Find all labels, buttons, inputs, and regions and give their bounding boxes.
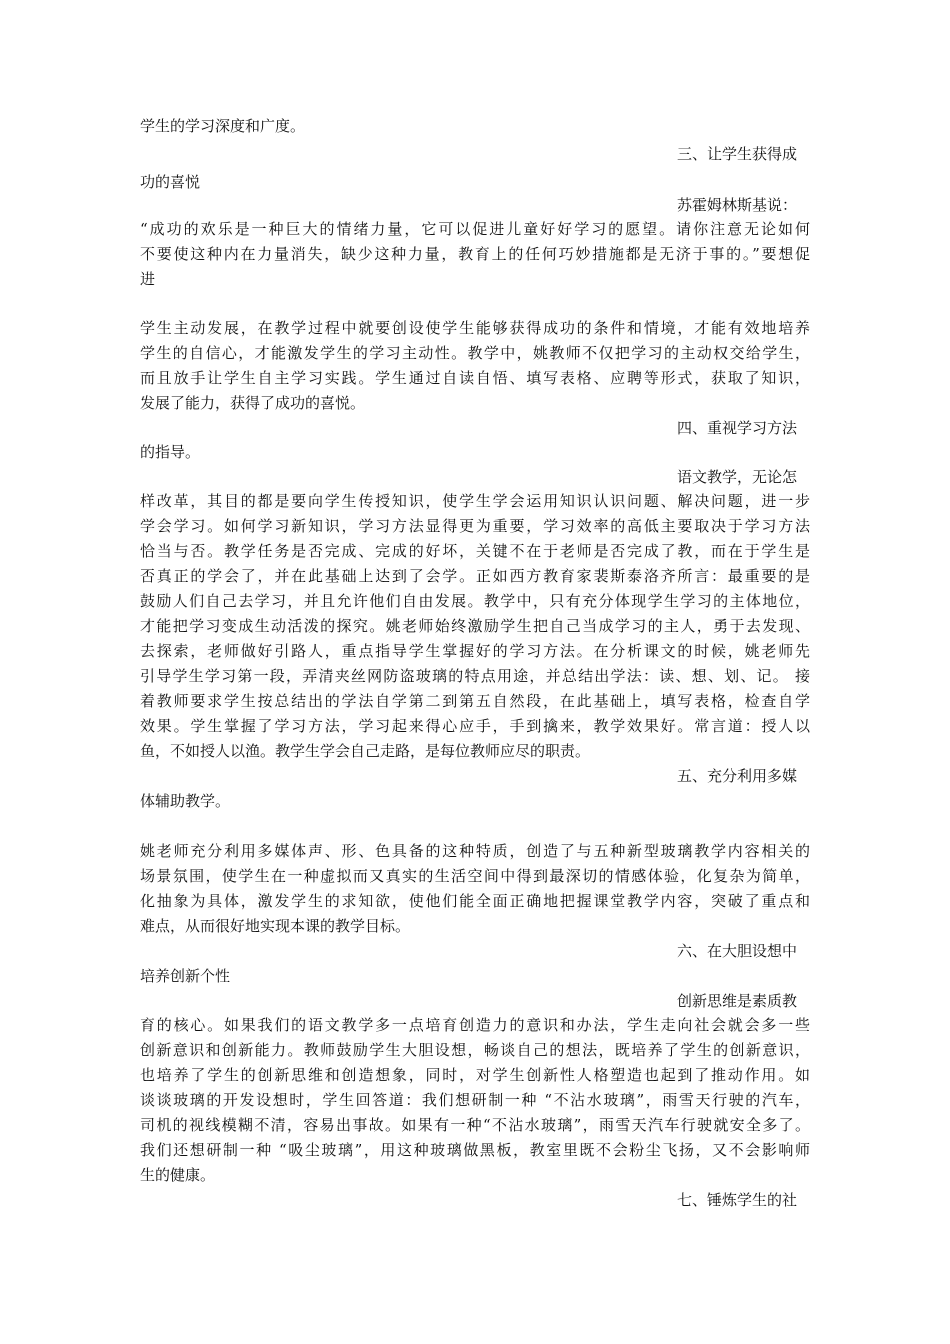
text-line: 才能把学习变成生动活泼的探究。姚老师始终激励学生把自己当成学习的主人，勇于去发现、: [140, 617, 810, 635]
text-line: 样改革，其目的都是要向学生传授知识，使学生学会运用知识认识问题、解决问题，进一步: [140, 492, 810, 510]
section-heading-5: 五、充分利用多媒: [677, 767, 798, 785]
text-line: 学生的学习深度和广度。: [140, 117, 306, 135]
text-line: 而且放手让学生自主学习实践。学生通过自读自悟、填写表格、应聘等形式，获取了知识，: [140, 369, 810, 387]
text-line: 效果。学生掌握了学习方法，学习起来得心应手，手到擒来，教学效果好。常言道：授人以: [140, 717, 810, 735]
text-line: 学会学习。如何学习新知识，学习方法显得更为重要，学习效率的高低主要取决于学习方法: [140, 517, 810, 535]
text-line: 创新意识和创新能力。教师鼓励学生大胆设想，畅谈自己的想法，既培养了学生的创新意识，: [140, 1041, 810, 1059]
text-line: 引导学生学习第一段，弄清夹丝网防盗玻璃的特点用途，并总结出学法：读、想、划、记。 接: [140, 667, 810, 685]
text-line: 语文教学，无论怎: [677, 468, 798, 486]
text-line: 场景氛围，使学生在一种虚拟而又真实的生活空间中得到最深切的情感体验，化复杂为简单，: [140, 867, 810, 885]
text-line: 否真正的学会了，并在此基础上达到了会学。正如西方教育家裴斯泰洛齐所言：最重要的是: [140, 567, 810, 585]
text-line: 我们还想研制一种 “吸尘玻璃”，用这种玻璃做黑板，教室里既不会粉尘飞扬，又不会影响师: [140, 1141, 810, 1159]
section-heading-3-cont: 功的喜悦: [140, 173, 201, 191]
text-line: “成功的欢乐是一种巨大的情绪力量，它可以促进儿童好好学习的愿望。请你注意无论如何: [140, 220, 810, 238]
text-line: 难点，从而很好地实现本课的教学目标。: [140, 917, 411, 935]
section-heading-7: 七、锤炼学生的社: [677, 1191, 798, 1209]
text-line: 苏霍姆林斯基说：: [677, 196, 798, 214]
section-heading-5-cont: 体辅助教学。: [140, 792, 231, 810]
text-line: 学生主动发展，在教学过程中就要创设使学生能够获得成功的条件和情境，才能有效地培养: [140, 319, 810, 337]
section-heading-3: 三、让学生获得成: [677, 145, 798, 163]
text-line: 学生的自信心，才能激发学生的学习主动性。教学中，姚教师不仅把学习的主动权交给学生，: [140, 344, 810, 362]
text-line: 谈谈玻璃的开发设想时，学生回答道：我们想研制一种 “不沾水玻璃”，雨雪天行驶的汽车，: [140, 1091, 810, 1109]
section-heading-4: 四、重视学习方法: [677, 419, 798, 437]
text-line: 也培养了学生的创新思维和创造想象，同时，对学生创新性人格塑造也起到了推动作用。如: [140, 1066, 810, 1084]
text-line: 司机的视线模糊不清，容易出事故。如果有一种“不沾水玻璃”，雨雪天汽车行驶就安全多了。: [140, 1116, 810, 1134]
text-line: 鼓励人们自己去学习，并且允许他们自由发展。教学中，只有充分体现学生学习的主体地位，: [140, 592, 810, 610]
text-line: 去探索，老师做好引路人，重点指导学生掌握好的学习方法。在分析课文的时候，姚老师先: [140, 642, 810, 660]
text-line: 创新思维是素质教: [677, 992, 798, 1010]
text-line: 恰当与否。教学任务是否完成、完成的好坏，关键不在于老师是否完成了教，而在于学生是: [140, 542, 810, 560]
section-heading-6-cont: 培养创新个性: [140, 967, 231, 985]
text-line: 育的核心。如果我们的语文教学多一点培育创造力的意识和办法，学生走向社会就会多一些: [140, 1016, 810, 1034]
section-heading-6: 六、在大胆设想中: [677, 942, 798, 960]
text-line: 鱼，不如授人以渔。教学生学会自己走路，是每位教师应尽的职责。: [140, 742, 591, 760]
text-line: 生的健康。: [140, 1166, 216, 1184]
text-line: 姚老师充分利用多媒体声、形、色具备的这种特质，创造了与五种新型玻璃教学内容相关的: [140, 842, 810, 860]
text-line: 化抽象为具体，激发学生的求知欲，使他们能全面正确地把握课堂教学内容，突破了重点和: [140, 892, 810, 910]
text-line: 着教师要求学生按总结出的学法自学第二到第五自然段，在此基础上，填写表格，检查自学: [140, 692, 810, 710]
text-line: 发展了能力，获得了成功的喜悦。: [140, 394, 366, 412]
text-line: 不要使这种内在力量消失，缺少这种力量，教育上的任何巧妙措施都是无济于事的。”要想促: [140, 245, 810, 263]
section-heading-4-cont: 的指导。: [140, 443, 201, 461]
text-line: 进: [140, 270, 156, 288]
